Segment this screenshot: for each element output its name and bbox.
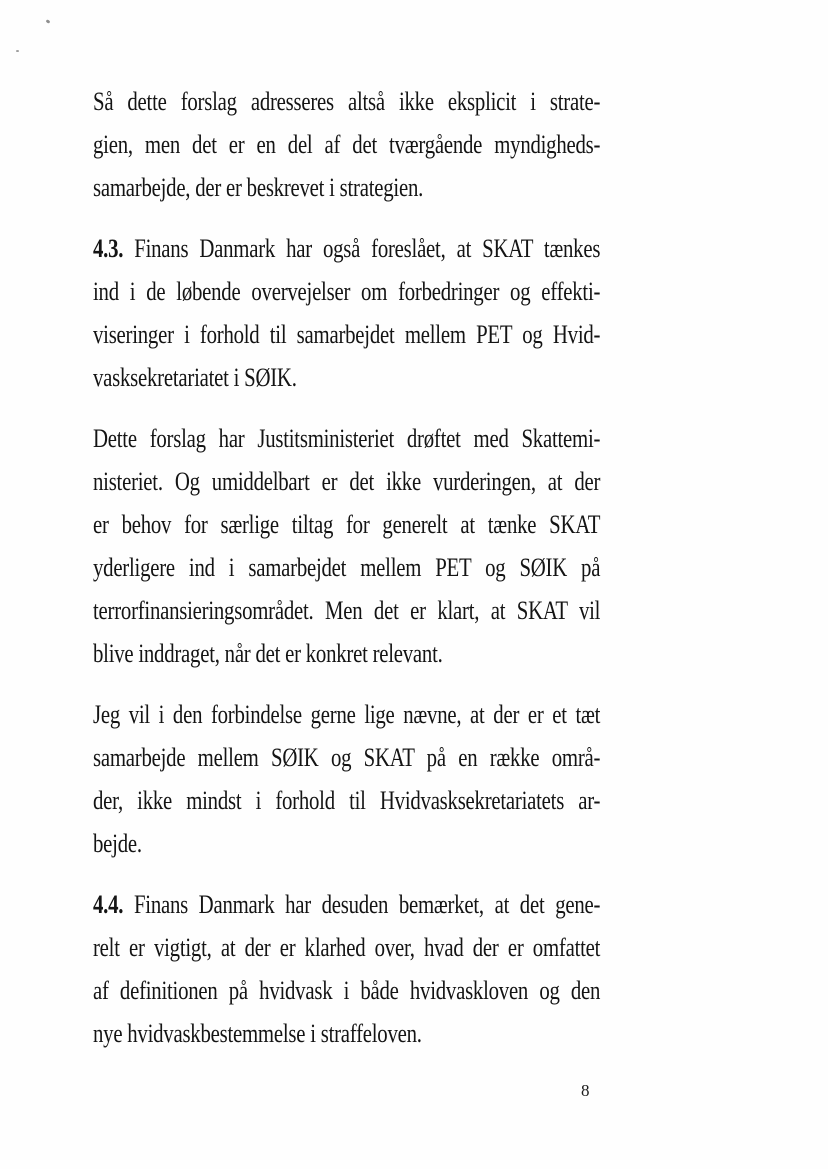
text-line: nisteriet. Og umiddelbart er det ikke vurderingen, at der <box>93 467 601 496</box>
text-line: vasksekretariatet i SØIK. <box>93 363 297 392</box>
text-line: relt er vigtigt, at der er klarhed over, hvad der er omfattet <box>93 933 601 962</box>
paragraph <box>93 227 600 399</box>
section-number: 4.4. <box>93 890 124 919</box>
text-line: bejde. <box>93 829 142 858</box>
text-line: nye hvidvaskbestemmelse i straffeloven. <box>93 1019 422 1048</box>
text-line: 4.4. Finans Danmark har desuden bemærket, at det gene- <box>93 890 601 919</box>
text-line: samarbejde mellem SØIK og SKAT på en række områ- <box>93 743 601 772</box>
text-line: Dette forslag har Justitsministeriet drøftet med Skattemi- <box>93 424 601 453</box>
text-line: Jeg vil i den forbindelse gerne lige nævne, at der er et tæt <box>93 700 601 729</box>
paragraph <box>93 883 600 1055</box>
text-line: terrorfinansieringsområdet. Men det er klart, at SKAT vil <box>93 596 601 625</box>
text-line: gien, men det er en del af det tværgående myndigheds- <box>93 130 601 159</box>
text-line: samarbejde, der er beskrevet i strategien. <box>93 173 424 202</box>
text-line: 4.3. Finans Danmark har også foreslået, at SKAT tænkes <box>93 234 601 263</box>
text-line: ind i de løbende overvejelser om forbedringer og effekti- <box>93 277 601 306</box>
section-number: 4.3. <box>93 234 124 263</box>
text-line: blive inddraget, når det er konkret relevant. <box>93 639 443 668</box>
paragraph <box>93 693 600 865</box>
paragraph <box>93 80 600 209</box>
text-line: er behov for særlige tiltag for generelt at tænke SKAT <box>93 510 601 539</box>
text-line: Så dette forslag adresseres altså ikke eksplicit i strate- <box>93 87 601 116</box>
text-line: viseringer i forhold til samarbejdet mellem PET og Hvid- <box>93 320 601 349</box>
document-body <box>93 80 600 1073</box>
paragraph <box>93 417 600 675</box>
text-line: af definitionen på hvidvask i både hvidvaskloven og den <box>93 976 601 1005</box>
scan-speck-icon <box>46 19 51 24</box>
text-line: yderligere ind i samarbejdet mellem PET og SØIK på <box>93 553 601 582</box>
scan-speck-icon <box>16 50 19 52</box>
text-line: der, ikke mindst i forhold til Hvidvasksekretariatets ar- <box>93 786 601 815</box>
page-number: 8 <box>581 1081 590 1100</box>
